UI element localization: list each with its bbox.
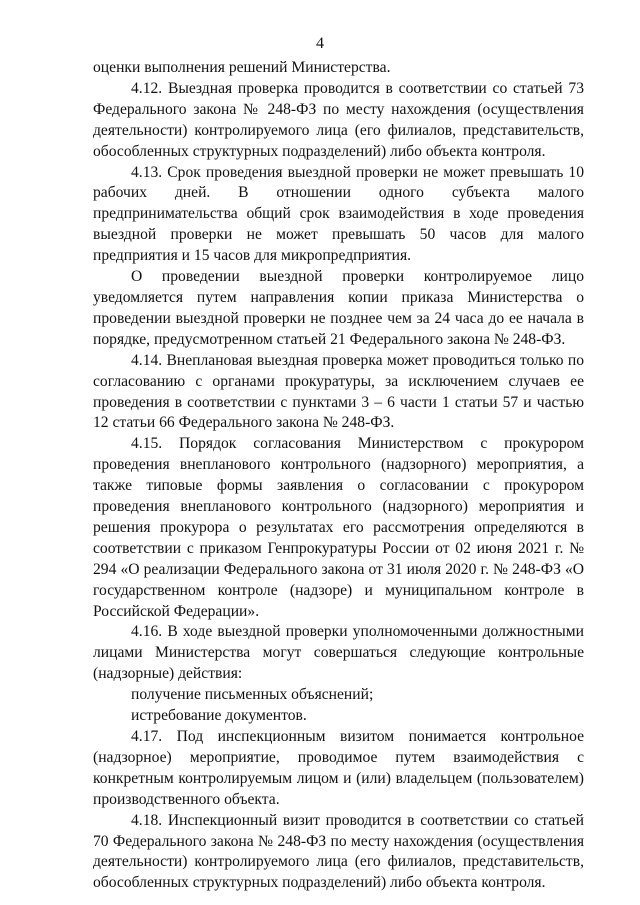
paragraph-notification: О проведении выездной проверки контролируемое лицо уведомляется путем направления копии приказа Министерства о проведении выездной проверки не позднее чем за 24 часа до ее начала в порядке, предусмотренном статьей 21 Федерального закона № 248-ФЗ. bbox=[93, 268, 584, 348]
paragraph-4-16: 4.16. В ходе выездной проверки уполномоченными должностными лицами Министерства могут совершаться следующие контрольные (надзорные) действия: bbox=[93, 623, 584, 683]
paragraph-continuation: оценки выполнения решений Министерства. bbox=[93, 59, 391, 76]
paragraph-4-17: 4.17. Под инспекционным визитом понимается контрольное (надзорное) мероприятие, проводимое путем взаимодействия с конкретным контролируемым лицом и (или) владельцем (пользователем) производственного объекта. bbox=[93, 728, 584, 808]
paragraph-4-15: 4.15. Порядок согласования Министерством с прокурором проведения внепланового контрольного (надзорного) мероприятия, а также типовые формы заявления о согласовании с прокурором проведения внепланового контрольного (надзорного) мероприятия и решения прокурора о результатах его рассмотрения определяются в соответствии с приказом Генпрокуратуры России от 02 июня 2021 г. № 294 «О реализации Федерального закона от 31 июля 2020 г. № 248-ФЗ «О государственном контроле (надзоре) и муниципальном контроле в Российской Федерации». bbox=[93, 435, 584, 620]
list-item-documents: истребование документов. bbox=[131, 707, 307, 725]
document-body bbox=[93, 58, 584, 894]
paragraph-4-12: 4.12. Выездная проверка проводится в соответствии со статьей 73 Федерального закона № 248-ФЗ по месту нахождения (осуществления деятельности) контролируемого лица (его филиалов, представительств, обособленных структурных подразделений) либо объекта контроля. bbox=[93, 79, 584, 160]
paragraph-4-14: 4.14. Внеплановая выездная проверка может проводиться только по согласованию с органами прокуратуры, за исключением случаев ее проведения в соответствии с пунктами 3 – 6 части 1 статьи 57 и частью 12 статьи 66 Федерального закона № 248-ФЗ. bbox=[93, 351, 584, 432]
paragraph-4-18: 4.18. Инспекционный визит проводится в соответствии со статьей 70 Федерального закона № 248-ФЗ по месту нахождения (осуществления деятельности) контролируемого лица (его филиалов, представительств, обособленных структурных подразделений) либо объекта контроля. bbox=[93, 811, 584, 892]
list-item-explanations: получение письменных объяснений; bbox=[131, 686, 374, 704]
page-number: 4 bbox=[316, 35, 324, 52]
paragraph-4-13: 4.13. Срок проведения выездной проверки не может превышать 10 рабочих дней. В отношении одного субъекта малого предпринимательства общий срок взаимодействия в ходе проведения выездной проверки не может превышать 50 часов для малого предприятия и 15 часов для микропредприятия. bbox=[93, 163, 584, 265]
